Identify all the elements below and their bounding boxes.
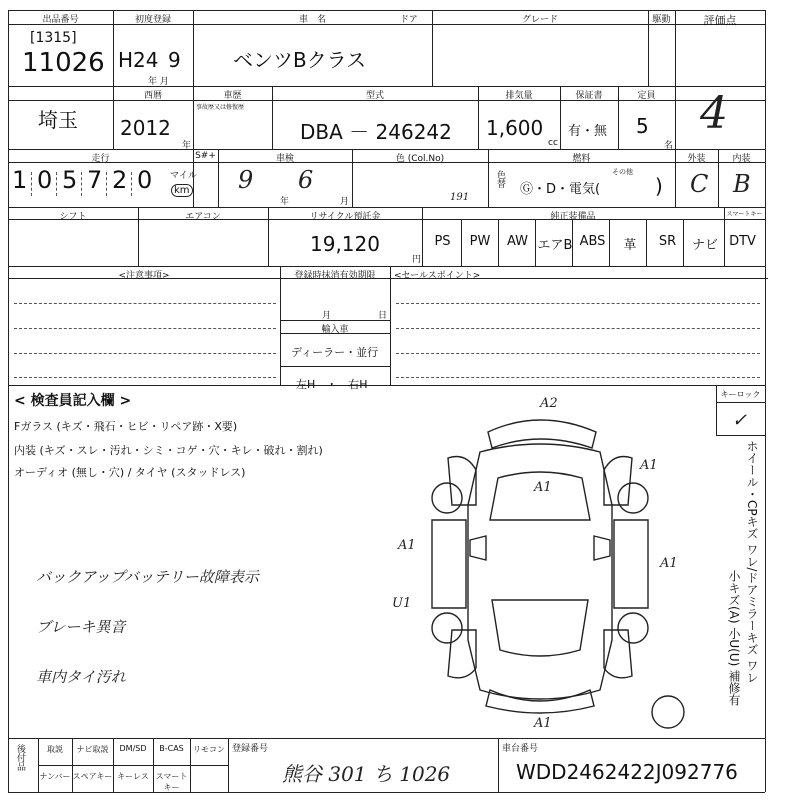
inspector-line3: オーディオ (無し・穴) / タイヤ (スタッドレス) xyxy=(14,466,246,479)
auction-number: 11026 xyxy=(22,48,105,78)
damage-mark: A2 xyxy=(540,396,558,411)
type-value: DBA － 246242 xyxy=(300,120,452,144)
reg-no-label: 登録番号 xyxy=(232,744,269,754)
mileage-digit: 2 xyxy=(112,166,128,194)
sno-label: S#+ xyxy=(195,151,216,161)
auction-no-label: 出品番号 xyxy=(42,15,79,25)
warranty-label: 保証書 xyxy=(575,91,603,101)
damage-mark: A1 xyxy=(398,538,416,553)
fuel-close: ) xyxy=(655,174,663,198)
mileage-digits xyxy=(12,166,162,202)
seats-unit: 名 xyxy=(664,141,674,151)
damage-mark: A1 xyxy=(640,458,658,473)
smartkey-label: スマートキー xyxy=(726,211,763,218)
model-year-label: 西暦 xyxy=(143,91,162,101)
fuel-value: Ⓖ・D・電気( xyxy=(520,182,601,197)
fuel-other: その他 xyxy=(612,168,633,176)
warranty-value: 有・無 xyxy=(568,124,608,139)
mileage-digit: 0 xyxy=(137,166,153,194)
footer-item: ナンバー xyxy=(39,772,71,781)
recycle-value: 19,120 xyxy=(310,232,380,256)
mileage-unit-mile: マイル xyxy=(170,171,197,181)
expiry-day: 日 xyxy=(378,311,388,321)
mileage-digit: 5 xyxy=(62,166,78,194)
mileage-digit: 1 xyxy=(12,166,28,194)
damage-mark: A1 xyxy=(660,556,678,571)
equipment-label: 純正装備品 xyxy=(550,212,596,222)
footer-item: スペアキー xyxy=(72,772,113,781)
interior-value: B xyxy=(733,170,751,198)
grade-label: グレード xyxy=(521,15,558,25)
keylock-label: キーロック xyxy=(720,390,761,399)
door-label: ドア xyxy=(400,15,418,25)
hand-note-1: バックアップバッテリー故障表示 xyxy=(36,568,259,586)
equipment-item: AW xyxy=(506,234,529,249)
inspector-title: < 検査員記入欄 > xyxy=(14,393,132,409)
damage-mark: A1 xyxy=(534,716,552,731)
inspection-year: 9 xyxy=(238,166,254,194)
mileage-unit-km: km xyxy=(171,184,193,197)
car-name: ベンツBクラス xyxy=(233,48,367,72)
expiry-month: 月 xyxy=(322,311,332,321)
side-vertical-2: 小キズ(A) 小U(U) 補修有 xyxy=(727,570,741,707)
car-name-label: 車 名 xyxy=(298,15,326,25)
score-value: 4 xyxy=(700,88,728,139)
type-label: 型式 xyxy=(365,91,384,101)
score-label: 評価点 xyxy=(703,14,737,27)
accessory-label: 後付品 xyxy=(15,744,25,771)
inspection-label: 車検 xyxy=(275,154,294,164)
equipment-item: PS xyxy=(434,234,451,249)
inspector-line2: 内装 (キズ・スレ・汚れ・シミ・コゲ・穴・キレ・破れ・割れ) xyxy=(14,444,323,457)
exterior-label: 外装 xyxy=(687,154,706,164)
footer-items-bottom xyxy=(38,771,190,792)
color-label: 色 (Col.No) xyxy=(395,154,445,164)
first-reg-label: 初度登録 xyxy=(134,15,171,25)
footer-item: キーレス xyxy=(117,772,149,781)
seats-label: 定員 xyxy=(637,91,656,101)
caution-label: <注意事項> xyxy=(118,271,170,281)
mileage-digit: 0 xyxy=(37,166,53,194)
color-code: 191 xyxy=(450,192,470,203)
aircon-label: エアコン xyxy=(185,212,221,222)
equipment-list xyxy=(424,234,765,254)
sales-point-label: <セールスポイント> xyxy=(394,271,481,281)
drive-label: 駆動 xyxy=(652,15,671,25)
chassis-label: 車台番号 xyxy=(502,744,539,754)
auction-bracket: [1315] xyxy=(30,30,77,46)
year-month-unit: 年 月 xyxy=(148,77,169,87)
handle-value: 左H ・ 右H xyxy=(296,378,368,391)
inspection-month: 6 xyxy=(298,166,314,194)
damage-mark: A1 xyxy=(534,480,552,495)
side-vertical-1: ホイール・CPキズ ワレ/ドアミラーキズ ワレ xyxy=(745,440,759,684)
color-change-label: 色替 xyxy=(495,170,505,188)
expiry-label: 登録時抹消有効期限 xyxy=(294,271,376,281)
recycle-label: リサイクル預託金 xyxy=(309,212,381,222)
footer-item: リモコン xyxy=(193,745,225,754)
model-year: 2012 xyxy=(120,116,171,140)
first-reg-era: H24 xyxy=(118,48,159,72)
footer-item: B-CAS xyxy=(159,744,184,753)
interior-label: 内装 xyxy=(732,154,751,164)
import-label: 輸入車 xyxy=(321,325,349,335)
model-year-unit: 年 xyxy=(182,141,192,151)
keylock-mark: ✓ xyxy=(732,410,748,431)
mileage-label: 走行 xyxy=(91,154,110,164)
footer-item: ナビ取説 xyxy=(76,745,109,754)
equipment-item: エアB xyxy=(537,238,573,253)
equipment-item: DTV xyxy=(729,234,756,249)
footer-item: スマートキー xyxy=(155,772,188,792)
cc-unit: cc xyxy=(548,138,558,148)
hand-note-2: ブレーキ異音 xyxy=(36,618,126,636)
seats: 5 xyxy=(636,114,649,138)
exterior-value: C xyxy=(690,170,709,198)
reg-no-value: 熊谷 301 ち 1026 xyxy=(282,762,451,786)
damage-mark: U1 xyxy=(392,596,412,611)
shift-label: シフト xyxy=(59,212,87,222)
hand-note-3: 車内タイ汚れ xyxy=(36,668,126,686)
footer-item: 取説 xyxy=(47,745,63,754)
import-value: ディーラー・並行 xyxy=(291,346,379,359)
displacement-label: 排気量 xyxy=(505,91,533,101)
equipment-item: PW xyxy=(469,234,491,249)
inspection-year-unit: 年 xyxy=(280,197,290,207)
displacement: 1,600 xyxy=(486,116,544,140)
inspector-line1: Fガラス (キズ・飛石・ヒビ・リペア跡・X要) xyxy=(14,420,238,433)
equipment-item: SR xyxy=(658,234,677,249)
region: 埼玉 xyxy=(38,108,78,132)
history-label: 車歴 xyxy=(223,91,242,101)
first-reg-month: 9 xyxy=(168,48,181,72)
equipment-item: 革 xyxy=(623,238,637,253)
footer-item: DM/SD xyxy=(119,744,147,753)
recycle-unit: 円 xyxy=(412,255,422,265)
equipment-item: ABS xyxy=(579,234,606,249)
footer-items-top xyxy=(38,744,228,758)
fuel-label: 燃料 xyxy=(572,154,591,164)
equipment-item: ナビ xyxy=(691,238,718,253)
inspection-month-unit: 月 xyxy=(340,197,350,207)
history-sub: 事故歴又は修復歴 xyxy=(196,104,245,111)
mileage-digit: 7 xyxy=(87,166,103,194)
chassis-value: WDD2462422J092776 xyxy=(516,760,738,784)
